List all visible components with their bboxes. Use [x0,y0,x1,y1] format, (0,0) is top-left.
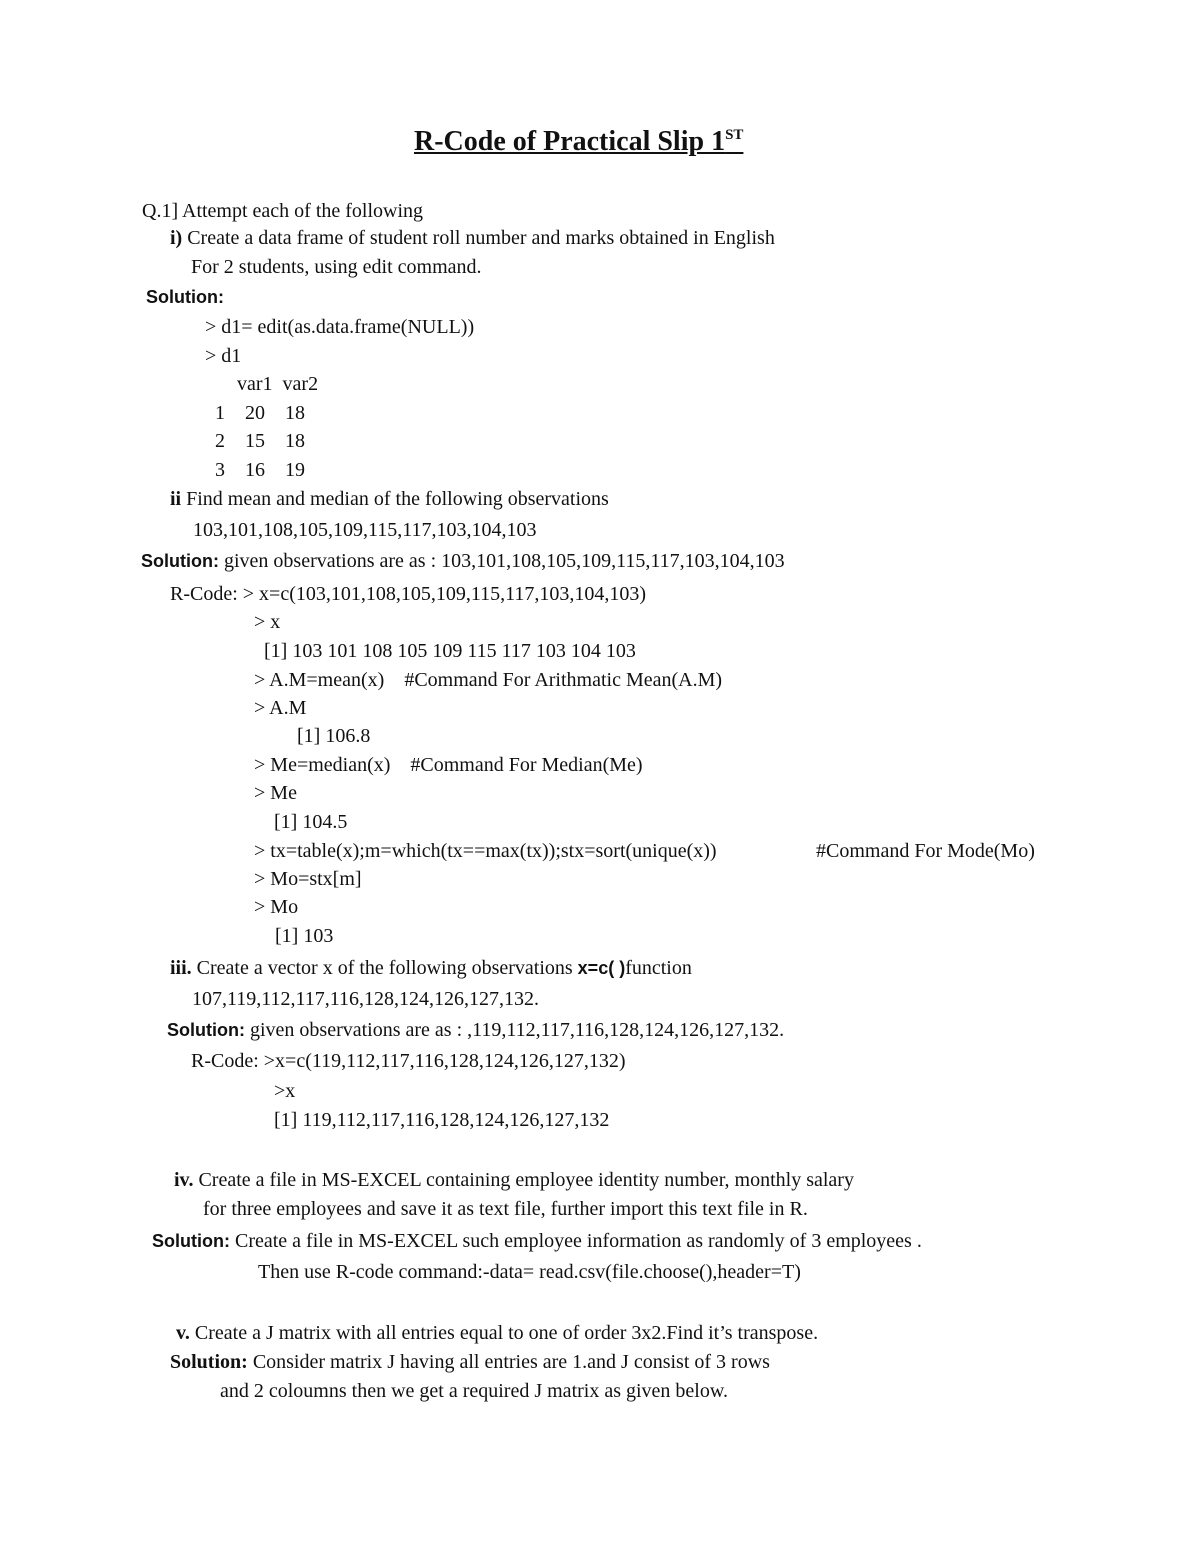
part-iii-solution-text: given observations are as : ,119,112,117,116,128,124,126,127,132. [244,1019,785,1041]
part-iv-solution [152,1231,922,1251]
table-row: 3 16 19 [215,459,305,481]
part-i-text: Create a data frame of student roll number and marks obtained in English [182,227,775,249]
question-heading: Q.1] Attempt each of the following [142,200,424,222]
part-iv-number: iv. [174,1169,194,1191]
code-output: [1] 106.8 [297,725,371,747]
code-line: > d1= edit(as.data.frame(NULL)) [205,316,475,338]
part-iii-number: iii. [170,957,192,979]
part-iii-solution [167,1020,784,1040]
code-line: > d1 [205,345,242,367]
part-v-solution-label: Solution: [170,1351,248,1373]
part-v-text: Create a J matrix with all entries equal to one of order 3x2.Find it’s transpose. [189,1322,819,1344]
page-title [414,128,743,156]
rcode-label: R-Code: [170,583,243,605]
part-i-solution-label: Solution: [146,287,224,307]
code-output: [1] 103 101 108 105 109 115 117 103 104 103 [264,640,636,662]
rcode-label: R-Code: [191,1050,264,1072]
part-iii-function: x=c( ) [577,958,626,978]
code-line: > Mo [254,896,299,918]
part-ii-solution-text: given observations are as : 103,101,108,105,109,115,117,103,104,103 [218,550,785,572]
table-row: 1 20 18 [215,402,305,424]
code-line: > Mo=stx[m] [254,868,362,890]
part-iv-solution-text: Create a file in MS-EXCEL such employee information as randomly of 3 employees . [229,1230,922,1252]
part-v-solution-text: Consider matrix J having all entries are 1.and J consist of 3 rows [247,1351,770,1373]
code-line: > Me [254,782,297,804]
code-line: > A.M [254,697,307,719]
code-line: > Me=median(x) #Command For Median(Me) [254,754,643,776]
rcode-command: >x=c(119,112,117,116,128,124,126,127,132) [263,1050,626,1072]
code-line: > x [254,611,281,633]
part-ii-text: Find mean and median of the following observations [181,488,609,510]
code-comment: #Command For Mode(Mo) [816,840,1035,862]
part-ii-solution [141,551,785,571]
part-v-solution-line2: and 2 coloumns then we get a required J matrix as given below. [220,1380,729,1402]
part-i-number: i) [170,227,183,249]
title-main: R-Code of Practical Slip 1 [414,126,726,157]
rcode-command: > x=c(103,101,108,105,109,115,117,103,104,103) [242,583,647,605]
code-line: > tx=table(x);m=which(tx==max(tx));stx=sort(unique(x)) [254,840,717,862]
part-iii-rcode [191,1051,626,1071]
part-iii-prompt [170,958,692,978]
part-iii-solution-label: Solution: [167,1020,245,1040]
part-iii-observations: 107,119,112,117,116,128,124,126,127,132. [192,988,540,1010]
part-iv-text-line2: for three employees and save it as text file, further import this text file in R. [203,1198,808,1220]
code-output: [1] 119,112,117,116,128,124,126,127,132 [274,1109,610,1131]
part-i-text-line2: For 2 students, using edit command. [191,256,482,278]
part-ii-solution-label: Solution: [141,551,219,571]
part-v-number: v. [176,1322,190,1344]
title-superscript: ST [725,127,744,143]
code-line: >x [274,1080,296,1102]
part-iv-text: Create a file in MS-EXCEL containing employee identity number, monthly salary [193,1169,854,1191]
part-i-prompt [170,228,775,248]
part-ii-observations: 103,101,108,105,109,115,117,103,104,103 [193,519,537,541]
part-iv-solution-line2: Then use R-code command:-data= read.csv(file.choose(),header=T) [258,1261,801,1283]
part-iv-prompt [174,1170,854,1190]
table-header: var1 var2 [237,373,319,395]
part-ii-number: ii [170,488,182,510]
code-line: > A.M=mean(x) #Command For Arithmatic Mean(A.M) [254,669,723,691]
code-output: [1] 103 [275,925,334,947]
part-iii-text-end: function [625,957,692,979]
part-ii-prompt [170,489,609,509]
part-v-prompt [176,1323,818,1343]
code-output: [1] 104.5 [274,811,348,833]
part-iii-text: Create a vector x of the following observations [191,957,578,979]
table-row: 2 15 18 [215,430,305,452]
part-v-solution [170,1352,770,1372]
part-ii-rcode [170,584,646,604]
part-iv-solution-label: Solution: [152,1231,230,1251]
